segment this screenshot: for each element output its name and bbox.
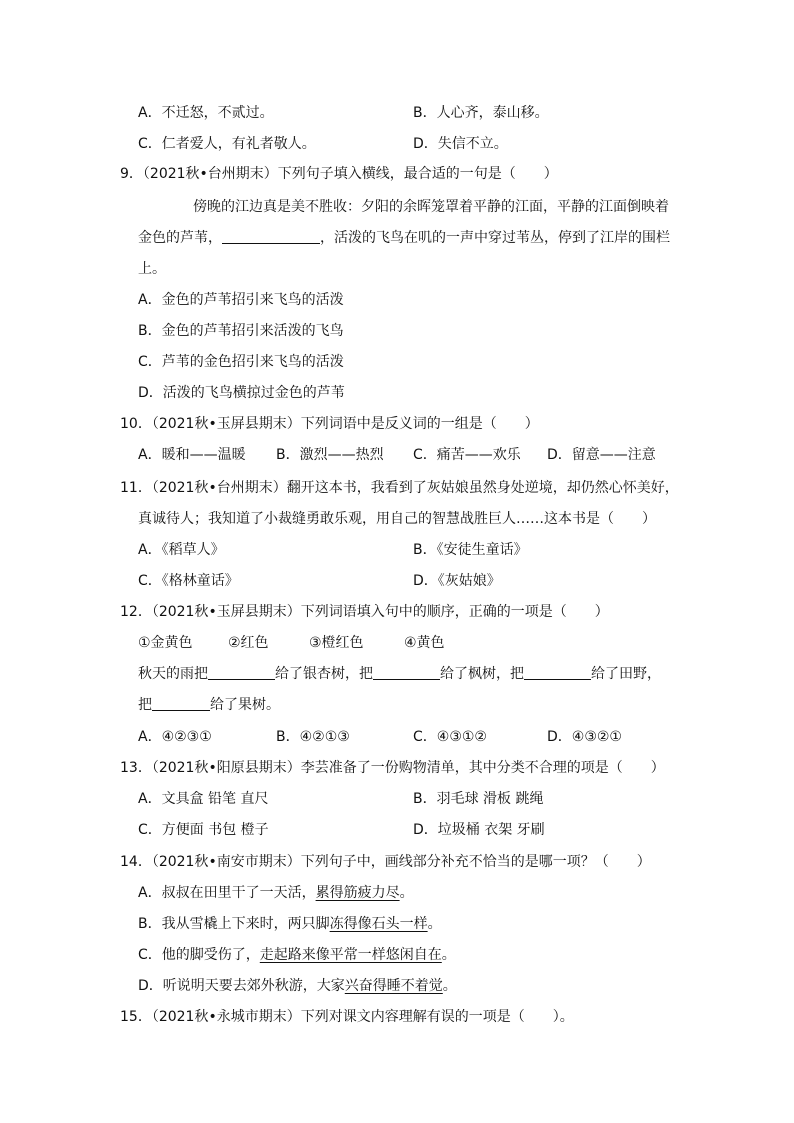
q12-sentence-part-4: 给了田野， (591, 666, 661, 682)
q14-option-d-end: 。 (442, 978, 457, 994)
q11-stem-line2: 真诚待人；我知道了小裁缝勇敢乐观，用自己的智慧战胜巨人……这本书是（ ） (138, 511, 656, 527)
q14-option-a-end: 。 (399, 885, 414, 901)
q11-stem-line1: 11．（2021秋•台州期末）翻开这本书，我看到了灰姑娘虽然身处逆境，却仍然心怀美好， (120, 480, 679, 496)
q9-option-d: D．活泼的飞鸟横掠过金色的芦苇 (138, 385, 345, 401)
q9-passage-line1: 傍晚的江边真是美不胜收：夕阳的余晖笼罩着平静的江面，平静的江面倒映着 (193, 199, 669, 215)
q9-option-c: C．芦苇的金色招引来飞鸟的活泼 (138, 354, 344, 370)
q12-sentence-line1 (138, 664, 661, 684)
q11-option-d: D．《灰姑娘》 (413, 573, 501, 589)
q12-blank-2 (373, 664, 440, 680)
q14-option-c-underlined: 走起路来像平常一样悠闲自在 (259, 947, 442, 963)
q12-blank-4 (152, 695, 210, 711)
q10-option-a: A．暖和——温暖 (138, 447, 246, 463)
q11-option-b: B．《安徒生童话》 (413, 542, 528, 558)
q14-option-c (138, 945, 456, 965)
q11-option-a: A．《稻草人》 (138, 542, 225, 558)
q9-stem: 9．（2021秋•台州期末）下列句子填入横线，最合适的一句是（ ） (120, 166, 558, 182)
q12-word-4: ④黄色 (404, 635, 445, 651)
q14-option-b-text: B．我从雪橇上下来时，两只脚 (138, 916, 330, 932)
q14-option-d-text: D．听说明天要去郊外秋游，大家 (138, 978, 345, 994)
q12-sentence-part-5: 把 (138, 697, 152, 713)
q12-option-d: D．④③②① (547, 729, 622, 745)
q12-blank-3 (524, 664, 591, 680)
q14-option-d-underlined: 兴奋得睡不着觉 (344, 978, 443, 994)
q9-passage-before: 金色的芦苇， (138, 230, 222, 246)
q12-word-1: ①金黄色 (138, 635, 193, 651)
q13-stem: 13．（2021秋•阳原县期末）李芸准备了一份购物清单，其中分类不合理的项是（ ） (120, 760, 665, 776)
q14-option-b-underlined: 冻得像石头一样 (329, 916, 428, 932)
q12-sentence-line2 (138, 695, 280, 715)
q14-option-d (138, 976, 457, 996)
q9-fill-blank (222, 228, 320, 244)
q14-option-b (138, 914, 442, 934)
q13-option-d: D．垃圾桶 衣架 牙刷 (413, 822, 545, 838)
q9-passage-line3: 上。 (138, 261, 166, 277)
q10-option-b: B．激烈——热烈 (276, 447, 384, 463)
q14-option-b-end: 。 (427, 916, 442, 932)
q14-option-a (138, 883, 414, 903)
q8-option-a: A．不迁怒，不贰过。 (138, 105, 274, 121)
q10-option-c: C．痛苦——欢乐 (413, 447, 521, 463)
q9-passage-after: ，活泼的飞鸟在叽的一声中穿过苇丛，停到了江岸的围栏 (320, 230, 670, 246)
q13-option-b: B．羽毛球 滑板 跳绳 (413, 791, 544, 807)
q12-sentence-part-6: 给了果树。 (210, 697, 280, 713)
q14-option-a-text: A．叔叔在田里干了一天活， (138, 885, 316, 901)
q12-option-a: A．④②③① (138, 729, 212, 745)
q12-word-2: ②红色 (228, 635, 269, 651)
q9-option-a: A．金色的芦苇招引来飞鸟的活泼 (138, 292, 344, 308)
q8-option-c: C．仁者爱人，有礼者敬人。 (138, 136, 316, 152)
q14-stem: 14．（2021秋•南安市期末）下列句子中，画线部分补充不恰当的是哪一项？（ ） (120, 854, 651, 870)
q12-option-c: C．④③①② (413, 729, 487, 745)
q12-stem: 12．（2021秋•玉屏县期末）下列词语填入句中的顺序，正确的一项是（ ） (120, 604, 609, 620)
q15-stem: 15．（2021秋•永城市期末）下列对课文内容理解有误的一项是（ ）。 (120, 1009, 574, 1025)
q12-sentence-part-1: 秋天的雨把 (138, 666, 208, 682)
q8-option-b: B．人心齐，泰山移。 (413, 105, 549, 121)
q12-sentence-part-3: 给了枫树，把 (440, 666, 524, 682)
q8-option-d: D．失信不立。 (413, 136, 508, 152)
q12-word-3: ③橙红色 (309, 635, 364, 651)
q13-option-a: A．文具盒 铅笔 直尺 (138, 791, 269, 807)
q12-sentence-part-2: 给了银杏树，把 (275, 666, 373, 682)
q9-passage-line2 (138, 228, 670, 248)
q9-option-b: B．金色的芦苇招引来活泼的飞鸟 (138, 323, 344, 339)
q14-option-c-end: 。 (441, 947, 456, 963)
q10-stem: 10．（2021秋•玉屏县期末）下列词语中是反义词的一组是（ ） (120, 416, 539, 432)
q12-option-b: B．④②①③ (276, 729, 350, 745)
q11-option-c: C．《格林童话》 (138, 573, 239, 589)
q10-option-d: D．留意——注意 (547, 447, 656, 463)
q14-option-a-underlined: 累得筋疲力尽 (315, 885, 400, 901)
q12-blank-1 (208, 664, 275, 680)
q14-option-c-text: C．他的脚受伤了， (138, 947, 260, 963)
q13-option-c: C．方便面 书包 橙子 (138, 822, 269, 838)
